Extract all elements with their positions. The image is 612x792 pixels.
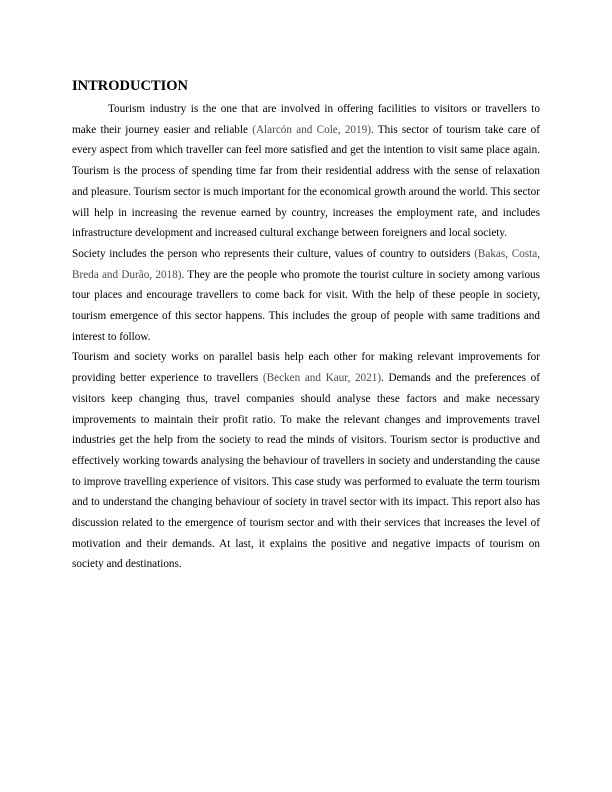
citation: (Becken and Kaur, 2021) [262, 372, 382, 385]
section-heading: INTRODUCTION [72, 78, 189, 94]
paragraph-2 [72, 244, 540, 348]
document-page [72, 77, 540, 575]
paragraph-text: . They are the people who promote the tourist culture in society among various tour places and encourage travellers to come back for visit. With the help of these people in society, tourism emergence of this sector happens. This includes the group of people with same traditions and interest to follow. [72, 268, 540, 343]
paragraph-text: . Demands and the preferences of visitors keep changing thus, travel companies should analyse these factors and make necessary improvements to maintain their profit ratio. To make the relevant changes and improvements travel industries get the help from the society to read the minds of visitors. Tourism sector is productive and effectively working towards analysing the behaviour of travellers in society and understanding the cause to improve travelling experience of visitors. This case study was performed to evaluate the term tourism and to understand the changing behaviour of society in travel sector with its impact. This report also has discussion related to the emergence of tourism sector and with their services that increases the level of motivation and their demands. At last, it explains the positive and negative impacts of tourism on society and destinations. [72, 372, 540, 571]
paragraph-3 [72, 347, 540, 575]
paragraph-text: Tourism and society works on parallel basis help each other for making relevant improvements for providing better experience to travellers [72, 351, 540, 385]
citation: (Bakas, Costa, Breda and Durão, 2018) [72, 247, 540, 281]
paragraph-text: Tourism industry is the one that are involved in offering facilities to visitors or travellers to make their journey easier and reliable [72, 103, 540, 136]
paragraph-text: . This sector of tourism take care of every aspect from which traveller can feel more satisfied and get the intention to visit same place again. Tourism is the process of spending time far from their residential address with the sense of relaxation and pleasure. Tourism sector is much important for the economical growth around the world. This sector will help in increasing the revenue earned by country, increases the employment rate, and includes infrastructure development and increased cultural exchange between foreigners and local society. [72, 123, 541, 240]
citation: (Alarcón and Cole, 2019) [252, 123, 371, 136]
paragraph-1 [72, 99, 540, 244]
paragraph-text: Society includes the person who represents their culture, values of country to outsiders [72, 247, 475, 260]
